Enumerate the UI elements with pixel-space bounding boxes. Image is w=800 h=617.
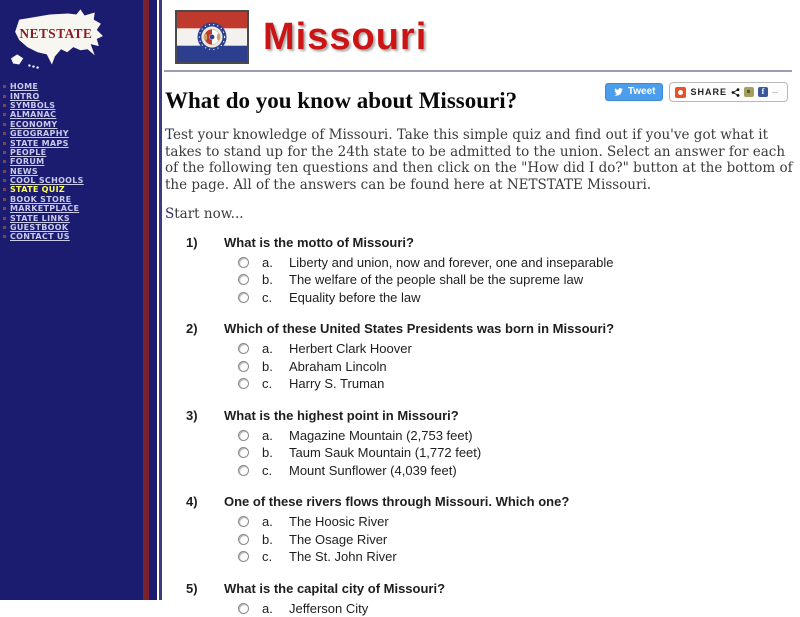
- missouri-flag-image: [175, 10, 249, 64]
- option-text: Harry S. Truman: [289, 376, 384, 391]
- question-number: 4): [186, 494, 224, 510]
- option-letter: b.: [262, 359, 289, 374]
- page-title: What do you know about Missouri?: [165, 88, 800, 114]
- option-letter: b.: [262, 532, 289, 547]
- sidebar-link-label: ALMANAC: [10, 110, 56, 119]
- radio-q3-b[interactable]: [238, 447, 249, 458]
- sidebar: [0, 0, 157, 600]
- option-row: [238, 289, 800, 307]
- option-letter: a.: [262, 514, 289, 529]
- radio-q2-b[interactable]: [238, 361, 249, 372]
- option-row: [238, 254, 800, 272]
- quiz-form: [186, 235, 800, 617]
- radio-q5-a[interactable]: [238, 603, 249, 614]
- question-text: One of these rivers flows through Missouri. Which one?: [224, 494, 569, 510]
- sidebar-link-label: FORUM: [10, 157, 44, 166]
- sidebar-link-label: ECONOMY: [10, 120, 58, 129]
- option-row: [238, 513, 800, 531]
- more-share-icon[interactable]: ...: [772, 87, 782, 97]
- bullet-icon: [3, 104, 6, 107]
- sidebar-item-contact-us[interactable]: [0, 232, 157, 241]
- bullet-icon: [3, 217, 6, 220]
- question-text: What is the highest point in Missouri?: [224, 408, 459, 424]
- bullet-icon: [3, 142, 6, 145]
- question-2: [186, 321, 800, 393]
- sidebar-link-label: PEOPLE: [10, 148, 46, 157]
- sidebar-link-label: CONTACT US: [10, 232, 70, 241]
- sidebar-link-label: STATE LINKS: [10, 214, 70, 223]
- option-letter: c.: [262, 463, 289, 478]
- sidebar-item-book-store[interactable]: [0, 195, 157, 204]
- sidebar-item-intro[interactable]: [0, 91, 157, 100]
- option-letter: a.: [262, 341, 289, 356]
- sidebar-item-people[interactable]: [0, 148, 157, 157]
- sidebar-link-label: STATE MAPS: [10, 139, 69, 148]
- option-row: [238, 375, 800, 393]
- option-text: Liberty and union, now and forever, one and inseparable: [289, 255, 614, 270]
- page-masthead: [175, 10, 800, 64]
- option-letter: b.: [262, 272, 289, 287]
- start-text: tart now...: [174, 206, 243, 222]
- sidebar-link-label: SYMBOLS: [10, 101, 55, 110]
- bullet-icon: [3, 226, 6, 229]
- option-letter: b.: [262, 445, 289, 460]
- bullet-icon: [3, 207, 6, 210]
- bullet-icon: [3, 179, 6, 182]
- radio-q2-a[interactable]: [238, 343, 249, 354]
- sidebar-link-label: BOOK STORE: [10, 195, 71, 204]
- social-buttons: [605, 82, 788, 102]
- sidebar-item-almanac[interactable]: [0, 110, 157, 119]
- bullet-icon: [3, 123, 6, 126]
- sidebar-link-label: HOME: [10, 82, 38, 91]
- option-letter: a.: [262, 255, 289, 270]
- option-text: Mount Sunflower (4,039 feet): [289, 463, 457, 478]
- radio-q1-a[interactable]: [238, 257, 249, 268]
- option-row: [238, 531, 800, 549]
- question-number: 3): [186, 408, 224, 424]
- radio-q3-a[interactable]: [238, 430, 249, 441]
- intro-text: est your knowledge of Missouri. Take this simple quiz and find out if you've got what it takes to stand up for the 24th state to be admitted to the union. Select an answer for each of the following ten questions and then click on the "How did I do?" button at the bottom of the page. All of the answers can be found here at NETSTATE Missouri.: [165, 127, 793, 193]
- tweet-button[interactable]: [605, 83, 664, 101]
- question-1: [186, 235, 800, 307]
- sidebar-item-marketplace[interactable]: [0, 204, 157, 213]
- us-map-icon: [9, 7, 107, 71]
- bullet-icon: [3, 95, 6, 98]
- option-text: Taum Sauk Mountain (1,772 feet): [289, 445, 481, 460]
- start-now-line: [165, 206, 793, 223]
- sharethis-icon: [675, 87, 686, 98]
- share-button[interactable]: [669, 82, 788, 102]
- sidebar-link-label: COOL SCHOOLS: [10, 176, 84, 185]
- option-row: [238, 358, 800, 376]
- option-row: [238, 271, 800, 289]
- bullet-icon: [3, 170, 6, 173]
- radio-q4-a[interactable]: [238, 516, 249, 527]
- question-5: [186, 581, 800, 617]
- sidebar-item-news[interactable]: [0, 167, 157, 176]
- sidebar-item-symbols[interactable]: [0, 101, 157, 110]
- question-number: 1): [186, 235, 224, 251]
- radio-q1-b[interactable]: [238, 274, 249, 285]
- tweet-label: Tweet: [628, 86, 656, 97]
- sidebar-item-cool-schools[interactable]: [0, 176, 157, 185]
- radio-q2-c[interactable]: [238, 378, 249, 389]
- twitter-bird-icon: [613, 87, 624, 96]
- start-lead-letter: S: [165, 206, 174, 222]
- option-text: Abraham Lincoln: [289, 359, 387, 374]
- share-dots-icon: [731, 88, 740, 97]
- sidebar-item-home[interactable]: [0, 82, 157, 91]
- option-row: [238, 462, 800, 480]
- sidebar-item-geography[interactable]: [0, 129, 157, 138]
- sidebar-link-label: GUESTBOOK: [10, 223, 68, 232]
- sidebar-link-label: GEOGRAPHY: [10, 129, 69, 138]
- option-text: Jefferson City: [289, 601, 368, 616]
- question-text: What is the motto of Missouri?: [224, 235, 414, 251]
- option-text: The welfare of the people shall be the supreme law: [289, 272, 583, 287]
- sidebar-item-forum[interactable]: [0, 157, 157, 166]
- sidebar-item-guestbook[interactable]: [0, 223, 157, 232]
- option-text: Herbert Clark Hoover: [289, 341, 412, 356]
- facebook-icon[interactable]: f: [758, 87, 768, 97]
- bullet-icon: [3, 160, 6, 163]
- sidebar-link-label: NEWS: [10, 167, 38, 176]
- bullet-icon: [3, 188, 6, 191]
- question-4: [186, 494, 800, 566]
- sidebar-nav: [0, 82, 157, 242]
- sidebar-item-state-maps[interactable]: [0, 138, 157, 147]
- intro-lead-letter: T: [165, 127, 173, 143]
- option-row: [238, 600, 800, 617]
- main-content: [162, 0, 800, 600]
- option-row: [238, 548, 800, 566]
- bullet-icon: [3, 151, 6, 154]
- sidebar-link-label: MARKETPLACE: [10, 204, 79, 213]
- share-label: SHARE: [690, 87, 727, 97]
- option-letter: c.: [262, 376, 289, 391]
- state-title: Missouri: [263, 16, 427, 59]
- question-number: 2): [186, 321, 224, 337]
- option-letter: c.: [262, 549, 289, 564]
- question-text: What is the capital city of Missouri?: [224, 581, 445, 597]
- sidebar-link-label: INTRO: [10, 92, 40, 101]
- radio-q3-c[interactable]: [238, 465, 249, 476]
- option-text: Equality before the law: [289, 290, 421, 305]
- bullet-icon: [3, 85, 6, 88]
- question-text: Which of these United States Presidents was born in Missouri?: [224, 321, 614, 337]
- option-text: The St. John River: [289, 549, 397, 564]
- bullet-icon: [3, 198, 6, 201]
- bullet-icon: [3, 235, 6, 238]
- bullet-icon: [3, 132, 6, 135]
- intro-paragraph: [165, 127, 793, 193]
- misc-share-icon[interactable]: [744, 87, 754, 97]
- question-3: [186, 408, 800, 480]
- radio-q4-c[interactable]: [238, 551, 249, 562]
- sidebar-link-label: STATE QUIZ: [10, 185, 65, 194]
- option-text: The Osage River: [289, 532, 387, 547]
- option-text: The Hoosic River: [289, 514, 389, 529]
- sidebar-item-state-links[interactable]: [0, 213, 157, 222]
- option-letter: a.: [262, 428, 289, 443]
- netstate-logo[interactable]: [9, 7, 107, 71]
- header-divider: [164, 70, 792, 72]
- option-letter: a.: [262, 601, 289, 616]
- option-text: Magazine Mountain (2,753 feet): [289, 428, 473, 443]
- logo-text: NETSTATE: [20, 26, 93, 41]
- sidebar-item-economy[interactable]: [0, 120, 157, 129]
- sidebar-item-state-quiz[interactable]: [0, 185, 157, 194]
- radio-q4-b[interactable]: [238, 534, 249, 545]
- option-row: [238, 340, 800, 358]
- option-letter: c.: [262, 290, 289, 305]
- radio-q1-c[interactable]: [238, 292, 249, 303]
- option-row: [238, 444, 800, 462]
- option-row: [238, 427, 800, 445]
- bullet-icon: [3, 113, 6, 116]
- question-number: 5): [186, 581, 224, 597]
